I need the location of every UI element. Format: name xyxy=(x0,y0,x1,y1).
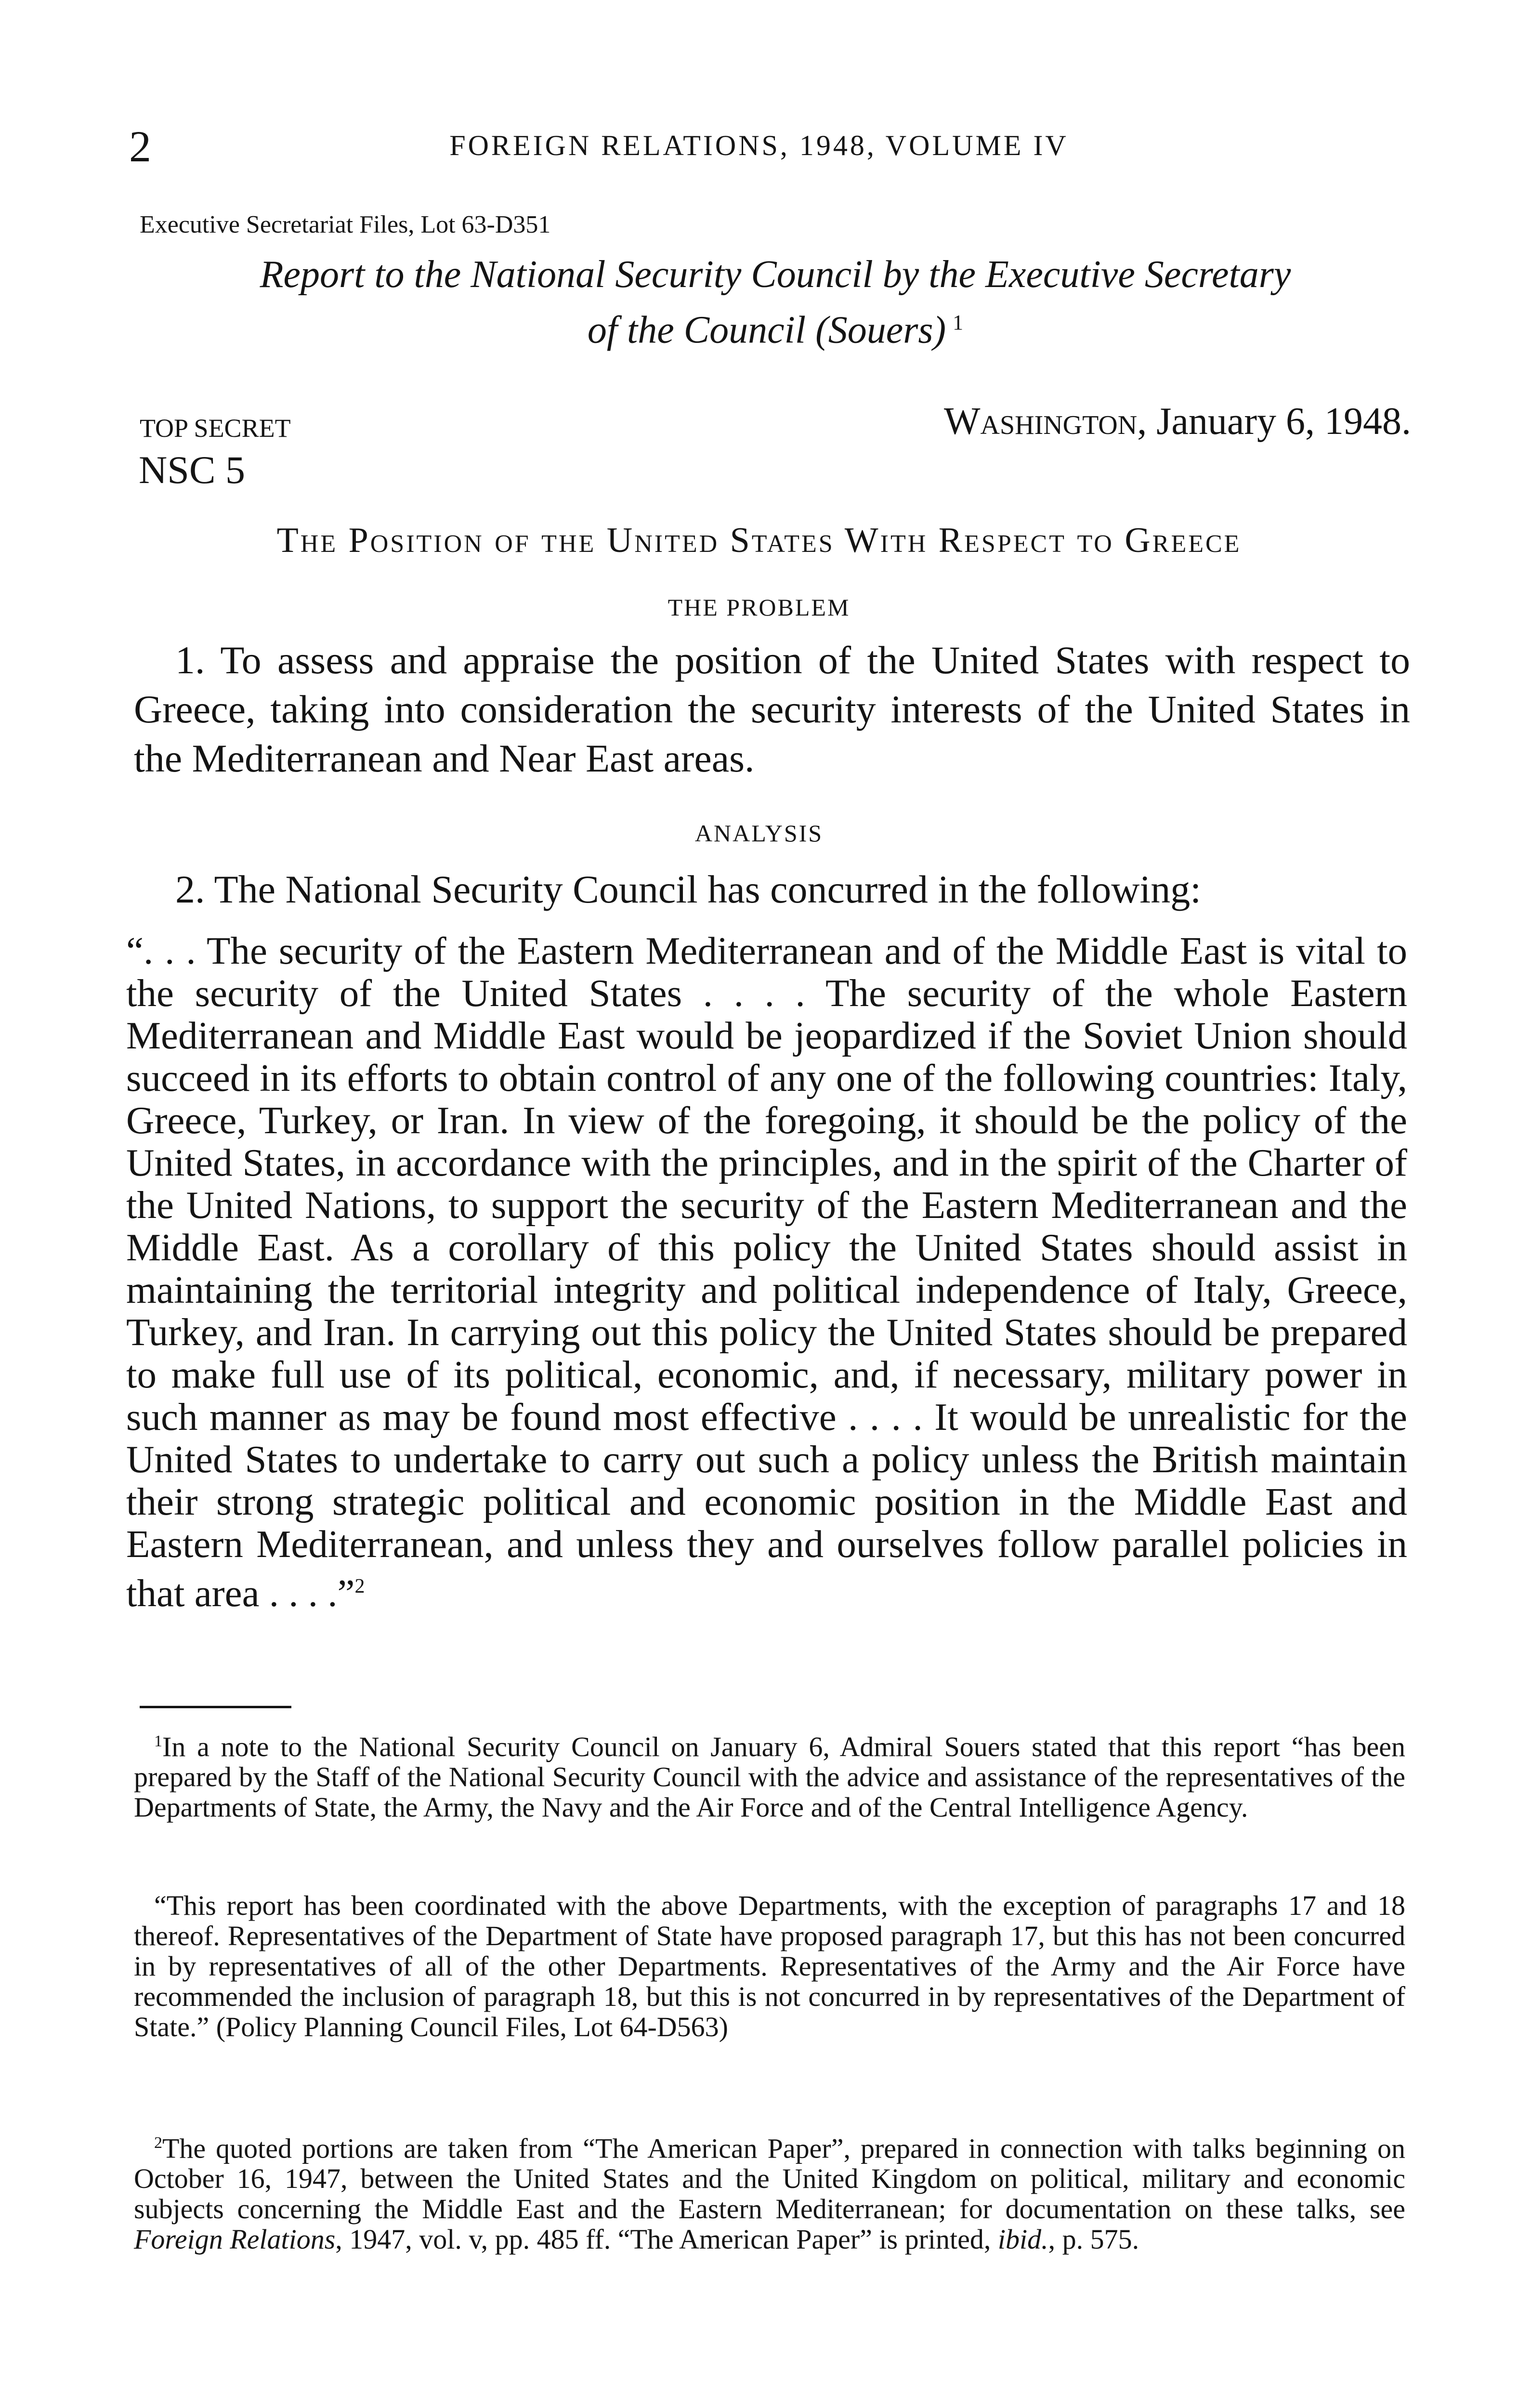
section-heading-problem: THE PROBLEM xyxy=(667,594,851,621)
page-number: 2 xyxy=(129,122,151,171)
citation-title: Foreign Relations xyxy=(134,2224,336,2255)
footnote-divider xyxy=(140,1706,291,1708)
place: Washington, xyxy=(944,400,1147,443)
document-title-line1: Report to the National Security Council by the Executive Secretary xyxy=(260,253,1291,296)
date: January 6, 1948. xyxy=(1156,400,1411,443)
footnote-1-continuation: “This report has been coordinated with the above Departments, with the exception of paragraphs 17 and 18 thereof. Representatives of the Department of State have proposed paragraph 17, but this has not been concurred in by representatives of all of the other Departments. Representatives of the Army and the Air Force have recommended the inclusion of paragraph 18, but this is not concurred in by representatives of the Department of State.” (Policy Planning Council Files, Lot 64-D563) xyxy=(134,1890,1405,2042)
footnote-2-text: The quoted portions are taken from “The American Paper”, prepared in connection with talks beginning on October 16, 1947, between the United States and the United Kingdom on political, military and economic subjects concerning the Middle East and the Eastern Mediterranean; for documentation on these talks, see xyxy=(134,2133,1405,2225)
place-date xyxy=(944,402,1411,441)
footnote-2 xyxy=(134,2128,1405,2254)
footnote-ref: 2 xyxy=(354,1575,365,1597)
footnote-1 xyxy=(134,1726,1405,1822)
classification: TOP SECRET xyxy=(140,414,291,443)
source-line: Executive Secretariat Files, Lot 63-D351 xyxy=(140,211,551,238)
footnote-marker: 1 xyxy=(154,1732,162,1750)
block-quote xyxy=(126,929,1407,1614)
document-number: NSC 5 xyxy=(139,448,246,492)
footnote-2-text-middle: , 1947, vol. v, pp. 485 ff. “The American Paper” is printed, xyxy=(335,2224,991,2255)
document-title-line2: of the Council (Souers) $^1$ xyxy=(587,309,964,352)
quote-text: “. . . The security of the Eastern Mediterranean and of the Middle East is vital to the security of the United States . . . . The security of the whole Eastern Mediterranean and Middle East would be jeopardized if the Soviet Union should succeed in its efforts to obtain control of any one of the following countries: Italy, Greece, Turkey, or Iran. In view of the foregoing, it should be the policy of the United States, in accordance with the principles, and in the spirit of the Charter of the United Nations, to support the security of the Eastern Mediterranean and the Middle East. As a corollary of this policy the United States should assist in maintaining the territorial integrity and political independence of Italy, Greece, Turkey, and Iran. In carrying out this policy the United States should be prepared to make full use of its political, economic, and, if necessary, military power in such manner as may be found most effective . . . . It would be unrealistic for the United States to undertake to carry out such a policy unless the British maintain their strong strategic political and economic position in the Middle East and Eastern Mediterranean, and unless they and ourselves follow parallel policies in that area . . . .” xyxy=(126,929,1407,1615)
section-heading-analysis: ANALYSIS xyxy=(694,820,824,847)
paragraph-2: 2. The National Security Council has concurred in the following: xyxy=(175,867,1201,911)
footnote-1-text: In a note to the National Security Council on January 6, Admiral Souers stated that this report “has been prepared by the Staff of the National Security Council with the advice and assistance of the representatives of the Departments of State, the Army, the Navy and the Air Force and of the Central Intelligence Agency. xyxy=(134,1731,1405,1823)
footnote-ref: 1 xyxy=(953,311,964,334)
paragraph-1: 1. To assess and appraise the position of the United States with respect to Greece, taking into consideration the security interests of the United States in the Mediterranean and Near East areas. xyxy=(134,638,1410,780)
citation-ibid: ibid. xyxy=(997,2224,1048,2255)
running-header: FOREIGN RELATIONS, 1948, VOLUME IV xyxy=(449,130,1069,161)
main-heading: The Position of the United States With Respect to Greece xyxy=(276,521,1242,560)
footnote-2-text-end: , p. 575. xyxy=(1048,2224,1139,2255)
footnote-marker: 2 xyxy=(154,2134,162,2152)
document-title xyxy=(140,250,1411,354)
